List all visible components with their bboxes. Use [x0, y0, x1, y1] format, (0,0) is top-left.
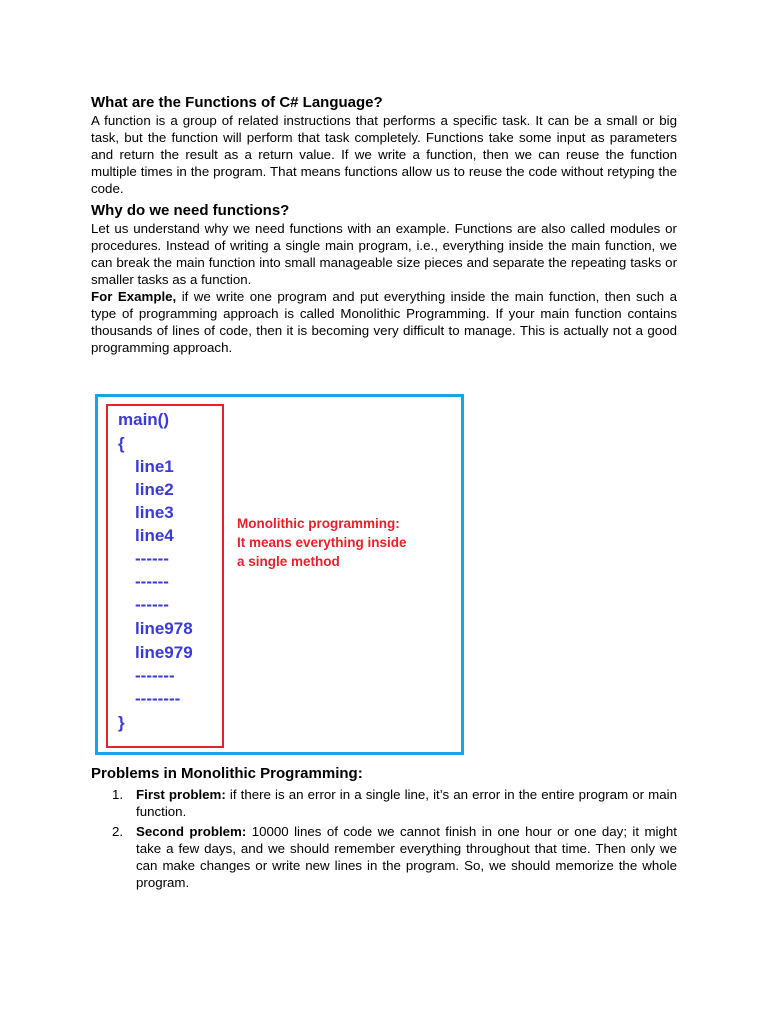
problems-section [91, 764, 677, 894]
list-item [91, 823, 677, 891]
example-body: if we write one program and put everything inside the main function, then such a type of programming approach is called Monolithic Programming. If your main function contains thousands of lines of code, then it is becoming very difficult to manage. This is actually not a good programming approach. [91, 289, 677, 355]
heading-problems: Problems in Monolithic Programming: [91, 765, 363, 782]
monolithic-note [237, 514, 457, 571]
code-line-979: line979 [135, 643, 193, 662]
code-line-1: line1 [135, 457, 174, 476]
heading-functions: What are the Functions of C# Language? [91, 94, 383, 111]
paragraph-example [91, 288, 677, 356]
code-box [106, 404, 224, 748]
paragraph-functions: A function is a group of related instructions that performs a specific task. It can be a small or big task, but the function will perform that task completely. Functions take some input as parameters and return the result as a return value. If we write a function, then we can reuse the function multiple times in the program. That means functions allow us to reuse the code without retyping the code. [91, 113, 677, 196]
note-line-2: It means everything inside [237, 535, 407, 550]
code-line-4: line4 [135, 526, 174, 545]
list-item [91, 786, 677, 820]
code-line-978: line978 [135, 619, 193, 638]
note-line-1: Monolithic programming: [237, 516, 400, 531]
note-line-3: a single method [237, 554, 340, 569]
intro-content [91, 93, 677, 356]
code-line-open-brace: { [118, 434, 125, 453]
problem-text: 10000 lines of code we cannot finish in one hour or one day; it might take a few days, and we should remember everything throughout that time. Then only we can make changes or write new lines in the program. So, we should memorize the whole program. [136, 824, 677, 890]
paragraph-why-functions: Let us understand why we need functions with an example. Functions are also called modules or procedures. Instead of writing a single main program, i.e., everything inside the main function, we can break the main function into small manageable size pieces and separate the repeating tasks or smaller tasks as a function. [91, 221, 677, 287]
code-line-dashes-5: -------- [135, 689, 181, 708]
code-line-dashes-4: ------- [135, 666, 175, 685]
example-lead: For Example, [91, 289, 177, 304]
code-line-close-brace: } [118, 713, 125, 732]
problem-text: if there is an error in a single line, it’s an error in the entire program or main function. [136, 787, 677, 819]
code-line-dashes-3: ------ [135, 595, 169, 614]
code-line-dashes-1: ------ [135, 549, 169, 568]
code-line-2: line2 [135, 480, 174, 499]
list-number: 2. [112, 824, 124, 839]
heading-why-functions: Why do we need functions? [91, 202, 290, 219]
monolithic-figure [95, 394, 464, 755]
list-number: 1. [112, 787, 124, 802]
code-line-main: main() [118, 410, 169, 429]
problem-lead: First problem: [136, 787, 226, 802]
problems-list [91, 786, 677, 891]
problem-lead: Second problem: [136, 824, 247, 839]
code-line-dashes-2: ------ [135, 572, 169, 591]
code-line-3: line3 [135, 503, 174, 522]
